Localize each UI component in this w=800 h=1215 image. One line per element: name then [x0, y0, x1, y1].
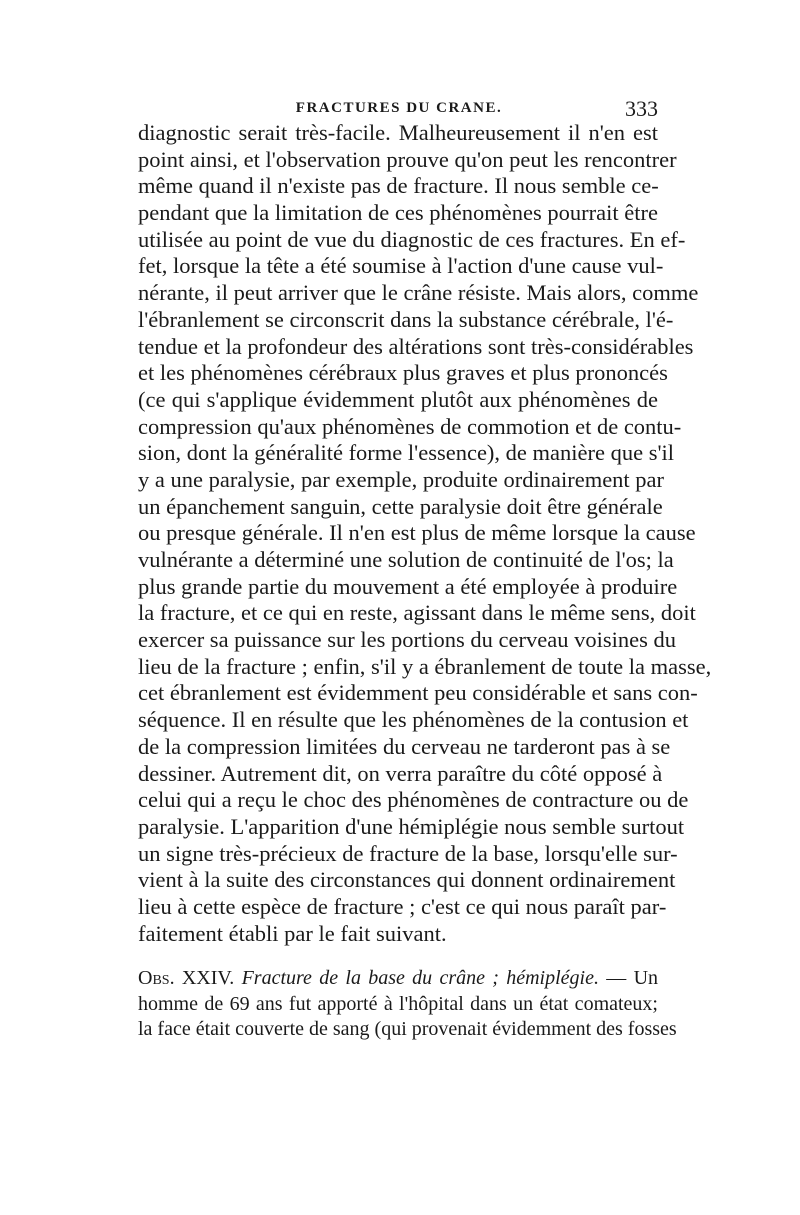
- text-line: pendant que la limitation de ces phénomènes pourrait être: [138, 200, 658, 226]
- text-line: un épanchement sanguin, cette paralysie doit être générale: [138, 493, 663, 519]
- text-line: y a une paralysie, par exemple, produite ordinairement par: [138, 466, 665, 492]
- text-line: la fracture, et ce qui en reste, agissant dans le même sens, doit: [138, 600, 696, 626]
- text-line: lieu de la fracture ; enfin, s'il y a ébranlement de toute la masse,: [138, 653, 712, 679]
- text-line: utilisée au point de vue du diagnostic de ces fractures. En ef-: [138, 226, 686, 252]
- text-line: un signe très-précieux de fracture de la base, lorsqu'elle sur-: [138, 840, 678, 866]
- text-line: l'ébranlement se circonscrit dans la substance cérébrale, l'é-: [138, 306, 674, 332]
- text-line: (ce qui s'applique évidemment plutôt aux phénomènes de: [138, 386, 658, 412]
- text-line: point ainsi, et l'observation prouve qu'on peut les rencontrer: [138, 146, 677, 172]
- body-paragraph: [138, 120, 712, 947]
- text-line: homme de 69 ans fut apporté à l'hôpital dans un état comateux;: [138, 992, 658, 1015]
- text-line: même quand il n'existe pas de fracture. Il nous semble ce-: [138, 173, 659, 199]
- text-line: vulnérante a déterminé une solution de continuité de l'os; la: [138, 547, 674, 572]
- running-head: [140, 96, 658, 122]
- observation-paragraph: [138, 966, 677, 1043]
- text-line: plus grande partie du mouvement a été employée à produire: [138, 573, 678, 599]
- text-line: fet, lorsque la tête a été soumise à l'action d'une cause vul-: [138, 253, 664, 279]
- text-line: faitement établi par le fait suivant.: [138, 920, 447, 946]
- text-line: compression qu'aux phénomènes de commotion et de contu-: [138, 413, 682, 439]
- text-line: cet ébranlement est évidemment peu considérable et sans con-: [138, 680, 698, 706]
- text-line: dessiner. Autrement dit, on verra paraître du côté opposé à: [138, 760, 663, 786]
- text-line: et les phénomènes cérébraux plus graves et plus prononcés: [138, 360, 668, 386]
- text-line: la face était couverte de sang (qui provenait évidemment des fosses: [138, 1018, 677, 1040]
- text-line: de la compression limitées du cerveau ne tarderont pas à se: [138, 733, 671, 759]
- text-line: exercer sa puissance sur les portions du cerveau voisines du: [138, 627, 676, 653]
- text-line: sion, dont la généralité forme l'essence), de manière que s'il: [138, 440, 675, 466]
- observation-label: Obs. XXIV.: [138, 967, 235, 989]
- observation-line-rest: — Un: [606, 967, 659, 989]
- text-line: vient à la suite des circonstances qui donnent ordinairement: [138, 867, 676, 893]
- text-line: séquence. Il en résulte que les phénomènes de la contusion et: [138, 707, 689, 733]
- page-number: 333: [625, 96, 658, 121]
- text-line: tendue et la profondeur des altérations sont très-considérables: [138, 333, 694, 359]
- text-line: nérante, il peut arriver que le crâne résiste. Mais alors, comme: [138, 280, 699, 306]
- text-line: celui qui a reçu le choc des phénomènes de contracture ou de: [138, 787, 689, 813]
- text-line: lieu à cette espèce de fracture ; c'est ce qui nous paraît par-: [138, 893, 667, 919]
- text-line: paralysie. L'apparition d'une hémiplégie nous semble surtout: [138, 813, 685, 839]
- observation-heading-line: [138, 966, 658, 992]
- observation-title: Fracture de la base du crâne ; hémiplégie.: [241, 967, 599, 989]
- running-title: FRACTURES DU CRANE.: [295, 100, 503, 116]
- text-line: ou presque générale. Il n'en est plus de même lorsque la cause: [138, 520, 696, 546]
- text-line: diagnostic serait très-facile. Malheureusement il n'en est: [138, 120, 658, 145]
